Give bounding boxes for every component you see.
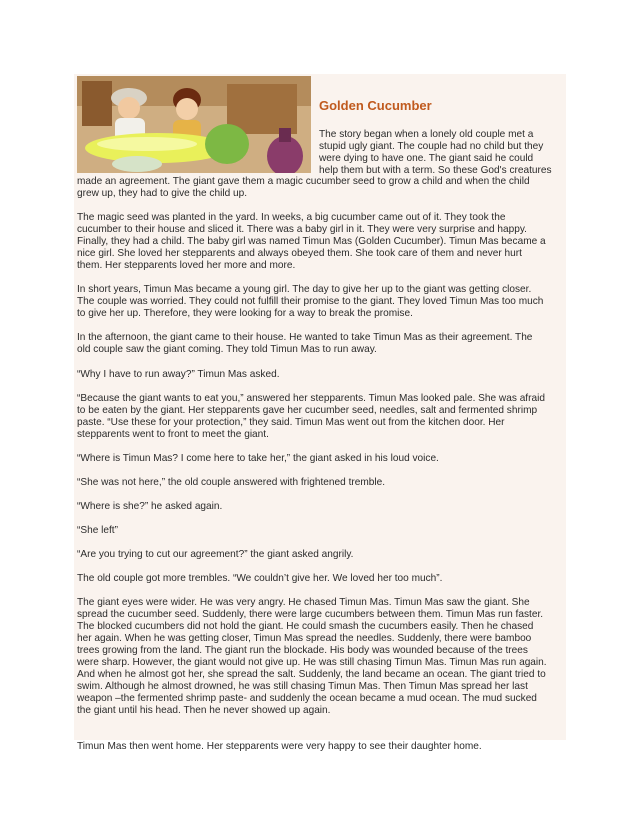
side-line: help them but with a term. So these God's creatures bbox=[319, 165, 552, 176]
paragraph-line: to be eaten by the giant. Her stepparents gave her cucumber seed, needles, salt and fermented shrimp bbox=[77, 405, 538, 416]
paragraph-line: “Are you trying to cut our agreement?” the giant asked angrily. bbox=[77, 549, 354, 560]
paragraph-line: grew up, they had to give the child up. bbox=[77, 188, 248, 199]
paragraph-line: made an agreement. The giant gave them a magic cucumber seed to grow a child and when the child bbox=[77, 176, 530, 187]
paragraph-line: paste. “Use these for your protection,” they said. Timun Mas went out from the kitchen door. Her bbox=[77, 417, 505, 428]
paragraph-line: her again. When he was getting closer, Timun Mas spread the needles. Suddenly, there were bamboo bbox=[77, 633, 532, 644]
cartoon-family-image bbox=[77, 76, 311, 173]
paragraph-line: cucumber to their house and sliced it. There was a baby girl in it. They were very surprise and happy. bbox=[77, 224, 527, 235]
paragraph-line: to give her up. Therefore, they were looking for a way to break the promise. bbox=[77, 308, 413, 319]
paragraph-line: And when he almost got her, she spread the salt. Suddenly, the land became an ocean. The giant tried to bbox=[77, 669, 546, 680]
paragraph-line: “She left” bbox=[77, 525, 118, 536]
paragraph-line: spread the cucumber seed. Suddenly, there were large cucumbers between them. Timun Mas run faster. bbox=[77, 609, 544, 620]
paragraph-line: The couple was worried. They could not fulfill their promise to the giant. They loved Timun Mas too much bbox=[77, 296, 544, 307]
side-line: were dying to have one. The giant said he could bbox=[319, 153, 534, 164]
paragraph-line: In the afternoon, the giant came to their house. He wanted to take Timun Mas as their agreement. The bbox=[77, 332, 533, 343]
paragraph-line: “She was not here,” the old couple answered with frightened tremble. bbox=[77, 477, 386, 488]
paragraph-line: old couple saw the giant coming. They told Timun Mas to run away. bbox=[77, 344, 377, 355]
paragraph-line: the giant until his head. Then he never showed up again. bbox=[77, 705, 331, 716]
paragraph-line: swim. Although he almost drowned, he was still chasing Timun Mas. Then Timun Mas spread her last bbox=[77, 681, 528, 692]
paragraph-line: were sharp. However, the giant would not give up. He was still chasing Timun Mas. Timun Mas run again. bbox=[77, 657, 547, 668]
paragraph-line: stepparents went to front to meet the giant. bbox=[77, 429, 269, 440]
side-line: stupid ugly giant. The couple had no child but they bbox=[319, 141, 544, 152]
story-title: Golden Cucumber bbox=[319, 98, 432, 113]
paragraph-line: “Where is she?” he asked again. bbox=[77, 501, 223, 512]
paragraph-line: The giant eyes were wider. He was very angry. He chased Timun Mas. Timun Mas saw the giant. She bbox=[77, 597, 530, 608]
paragraph-line: In short years, Timun Mas became a young girl. The day to give her up to the giant was getting closer. bbox=[77, 284, 532, 295]
side-line: The story began when a lonely old couple met a bbox=[319, 129, 534, 140]
paragraph-line: “Because the giant wants to eat you,” answered her stepparents. Timun Mas looked pale. She was afraid bbox=[77, 393, 545, 404]
paragraph-line: “Why I have to run away?” Timun Mas asked. bbox=[77, 369, 280, 380]
paragraph-line: weapon –the fermented shrimp paste- and suddenly the ocean became a mud ocean. The mud sucked bbox=[77, 693, 537, 704]
paragraph-line: The magic seed was planted in the yard. In weeks, a big cucumber came out of it. They took the bbox=[77, 212, 506, 223]
paragraph-line: Timun Mas then went home. Her stepparents were very happy to see their daughter home. bbox=[77, 741, 482, 752]
paragraph-line: Finally, they had a child. The baby girl was named Timun Mas (Golden Cucumber). Timun Mas became a bbox=[77, 236, 546, 247]
paragraph-line: The old couple got more trembles. “We couldn’t give her. We loved her too much”. bbox=[77, 573, 443, 584]
story-illustration bbox=[77, 76, 311, 173]
paragraph-line: The blocked cucumbers did not hold the giant. He could smash the cucumbers easily. Then he chased bbox=[77, 621, 534, 632]
paragraph-line: trees growing from the land. The giant run the blockade. His body was wounded because of the trees bbox=[77, 645, 528, 656]
paragraph-line: “Where is Timun Mas? I come here to take her,” the giant asked in his loud voice. bbox=[77, 453, 439, 464]
paragraph-line: them. Her stepparents loved her more and more. bbox=[77, 260, 296, 271]
paragraph-line: nice girl. She loved her stepparents and always obeyed them. She took care of them and never hurt bbox=[77, 248, 522, 259]
